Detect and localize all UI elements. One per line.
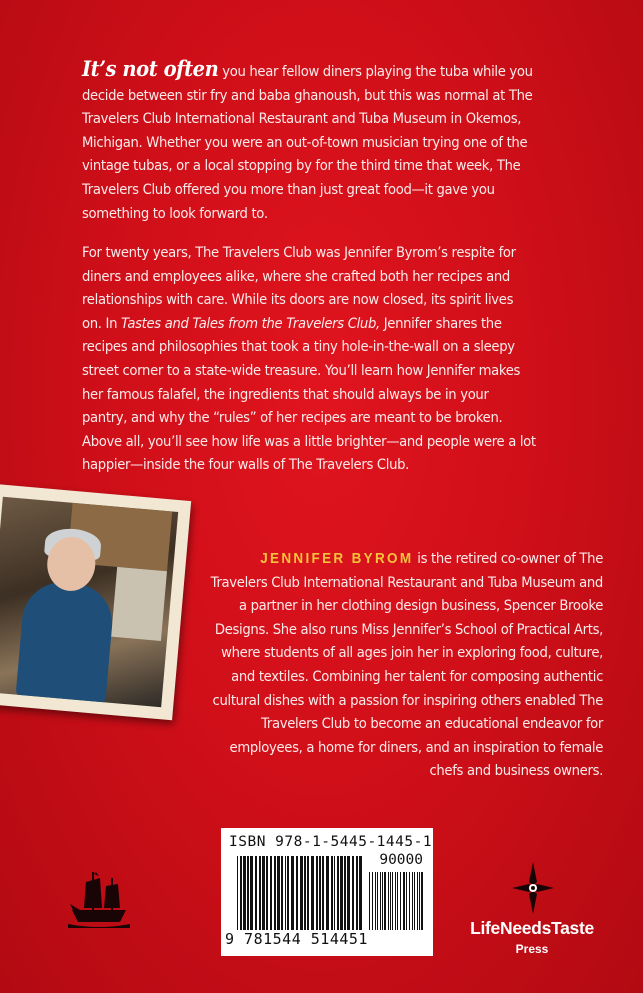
barcode-bar <box>237 856 238 930</box>
barcode-bar <box>419 872 420 930</box>
barcode-bar <box>285 856 286 930</box>
barcode-bar <box>388 872 389 930</box>
barcode-bar <box>380 872 381 930</box>
author-photo-frame <box>0 484 191 721</box>
book-title: Tastes and Tales from the Travelers Club, <box>121 315 380 332</box>
barcode-bar <box>326 856 329 930</box>
publisher-name: LifeNeedsTaste <box>470 918 594 938</box>
barcode-digits: 9 781544 514451 <box>225 930 368 948</box>
blurb-paragraph-2 <box>82 242 536 478</box>
barcode-bar <box>243 856 246 930</box>
barcode-bar <box>319 856 321 930</box>
barcode-bar <box>406 872 407 930</box>
barcode-bar <box>255 856 257 930</box>
barcode-bar <box>270 856 272 930</box>
author-photo <box>0 497 178 708</box>
barcode-bar <box>291 856 294 930</box>
barcode-bar <box>384 872 386 930</box>
compass-logo-icon <box>508 860 558 916</box>
barcode-bar <box>414 872 415 930</box>
barcode-bar <box>397 872 398 930</box>
barcode-bar <box>259 856 261 930</box>
barcode-bar <box>266 856 268 930</box>
barcode-bar <box>347 856 350 930</box>
barcode-bar <box>344 856 346 930</box>
barcode-bar <box>331 856 333 930</box>
price-code: 90000 <box>379 852 423 868</box>
barcode-bar <box>392 872 393 930</box>
barcode-bar <box>311 856 314 930</box>
author-bio <box>205 548 603 784</box>
barcode-bar <box>277 856 280 930</box>
barcode-bar <box>390 872 391 930</box>
isbn-barcode <box>221 828 433 956</box>
barcode-bar <box>395 872 396 930</box>
barcode-bar <box>274 856 276 930</box>
barcode-bar <box>307 856 309 930</box>
barcode-bar <box>296 856 298 930</box>
barcode-bar <box>382 872 383 930</box>
barcode-bar <box>412 872 413 930</box>
barcode-bar <box>400 872 401 930</box>
barcode-bar <box>316 856 318 930</box>
barcode-bar <box>300 856 303 930</box>
barcode-bar <box>281 856 283 930</box>
barcode-bar <box>334 856 335 930</box>
blurb-para2-text-a: For twenty years, The Travelers Club was Jennifer Byrom’s respite for diners and employees alike, where she crafted both her recipes and relationships with care. While its doors are now closed, its spirit lives on. In <box>82 245 516 332</box>
barcode-bar <box>287 856 289 930</box>
blurb-para1-text: you hear fellow diners playing the tuba while you decide between stir fry and baba ghanoush, but this was normal at The Travelers Club International Restaurant and Tuba Museum in Okemos, Michigan. Whether you were an out-of-town musician trying one of the vintage tubas, or a local stopping by for the third time that week, The Travelers Club offered you more than just great food—it gave you something to look forward to. <box>82 64 533 222</box>
blurb-paragraph-1 <box>82 57 536 226</box>
author-bio-text: is the retired co-owner of The Travelers Club International Restaurant and Tuba Museum and a partner in her clothing design business, Spencer Brooke Designs. She also runs Miss Jennifer’s School of Practical Arts, where students of all ages join her in exploring food, culture, and textiles. Combining her talent for composing authentic cultural dishes with a passion for inspiring others enabled The Travelers Club to become an educational endeavor for employees, a home for diners, and an inspiration to female chefs and business owners. <box>210 551 603 780</box>
ship-icon <box>66 870 132 928</box>
barcode-bar <box>417 872 418 930</box>
blurb-lead: It’s not often <box>82 56 219 81</box>
barcode-bar <box>240 856 242 930</box>
barcode-bar <box>421 872 423 930</box>
isbn-number: ISBN 978-1-5445-1445-1 <box>229 834 433 850</box>
barcode-bar <box>304 856 306 930</box>
blurb-para2-text-b: Jennifer shares the recipes and philosophies that took a tiny hole-in-the-wall on a sleepy street corner to a state-wide treasure. You’ll learn how Jennifer makes her famous falafel, the ingredients that should always be in your pantry, and why the “rules” of her recipes are meant to be broken. Above all, you’ll see how life was a little brighter—and people were a lot happier—inside the four walls of The Travelers Club. <box>82 315 536 474</box>
barcode-addon-bars <box>369 872 425 930</box>
barcode-bar <box>403 872 405 930</box>
publisher-sub: Press <box>515 942 549 956</box>
barcode-bar <box>262 856 265 930</box>
barcode-bar <box>352 856 354 930</box>
author-name: JENNIFER BYROM <box>260 551 414 567</box>
barcode-bar <box>250 856 253 930</box>
barcode-bar <box>372 872 373 930</box>
barcode-bar <box>377 872 378 930</box>
barcode-bar <box>322 856 324 930</box>
barcode-bar <box>356 856 358 930</box>
barcode-bars <box>237 856 363 930</box>
barcode-bar <box>375 872 376 930</box>
barcode-bar <box>337 856 339 930</box>
barcode-bar <box>369 872 370 930</box>
barcode-bar <box>359 856 362 930</box>
barcode-bar <box>247 856 249 930</box>
barcode-bar <box>340 856 343 930</box>
barcode-bar <box>409 872 410 930</box>
